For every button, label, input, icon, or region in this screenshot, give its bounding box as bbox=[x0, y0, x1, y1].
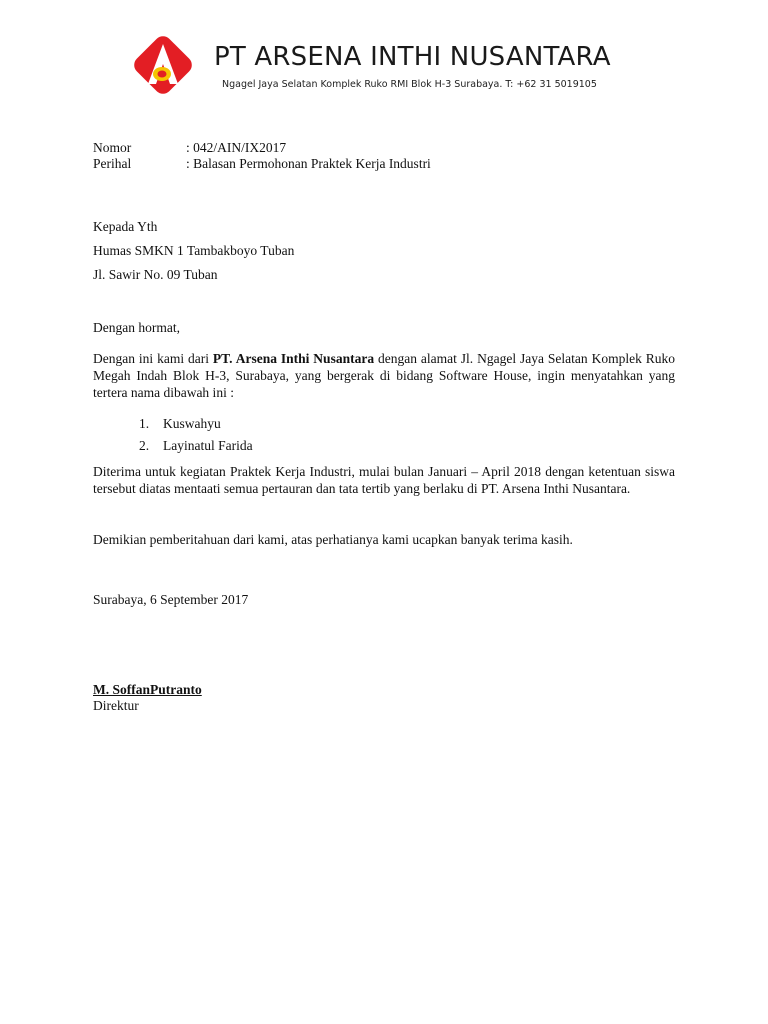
company-address: Ngagel Jaya Selatan Komplek Ruko RMI Blok H-3 Surabaya. T: +62 31 5019105 bbox=[222, 79, 597, 90]
arsena-a-logo-icon bbox=[126, 28, 200, 102]
salutation: Dengan hormat, bbox=[93, 320, 180, 335]
company-name: PT ARSENA INTHI NUSANTARA bbox=[214, 42, 611, 72]
company-name-bold: PT. Arsena Inthi Nusantara bbox=[212, 351, 375, 366]
number-label: Nomor bbox=[93, 140, 132, 155]
recipient-address: Jl. Sawir No. 09 Tuban bbox=[93, 267, 218, 282]
number-value: : 042/AIN/IX2017 bbox=[186, 140, 287, 155]
place-date: Surabaya, 6 September 2017 bbox=[93, 592, 249, 607]
list-number: 2. bbox=[139, 438, 150, 453]
paragraph-intro-part2: dengan alamat Jl. Ngagel Jaya Selatan Komplek Ruko Megah Indah Blok H-3, Surabaya, yang bergerak di bidang Software House, ingin menyatahkan yang tertera nama dibawah ini : bbox=[93, 351, 675, 400]
signatory-name: M. SoffanPutranto bbox=[93, 682, 202, 697]
paragraph-acceptance: Diterima untuk kegiatan Praktek Kerja Industri, mulai bulan Januari – April 2018 dengan ketentuan siswa tersebut diatas mentaati semua pertauran dan tata tertib yang berlaku di PT. Arsena Inthi Nusantara. bbox=[93, 464, 675, 496]
paragraph-intro bbox=[93, 350, 675, 401]
student-list bbox=[139, 413, 253, 457]
list-item bbox=[139, 413, 253, 435]
student-name: Layinatul Farida bbox=[163, 438, 253, 453]
list-item bbox=[139, 435, 253, 457]
paragraph-intro-part1: Dengan ini kami dari bbox=[93, 351, 213, 366]
subject-label: Perihal bbox=[93, 156, 132, 171]
recipient-name: Humas SMKN 1 Tambakboyo Tuban bbox=[93, 243, 295, 258]
student-name: Kuswahyu bbox=[163, 416, 221, 431]
signatory-title: Direktur bbox=[93, 698, 139, 713]
paragraph-closing: Demikian pemberitahuan dari kami, atas perhatianya kami ucapkan banyak terima kasih. bbox=[93, 532, 573, 547]
recipient-greeting: Kepada Yth bbox=[93, 219, 158, 234]
subject-value: : Balasan Permohonan Praktek Kerja Industri bbox=[186, 156, 431, 171]
list-number: 1. bbox=[139, 416, 150, 431]
letterhead bbox=[0, 0, 768, 110]
